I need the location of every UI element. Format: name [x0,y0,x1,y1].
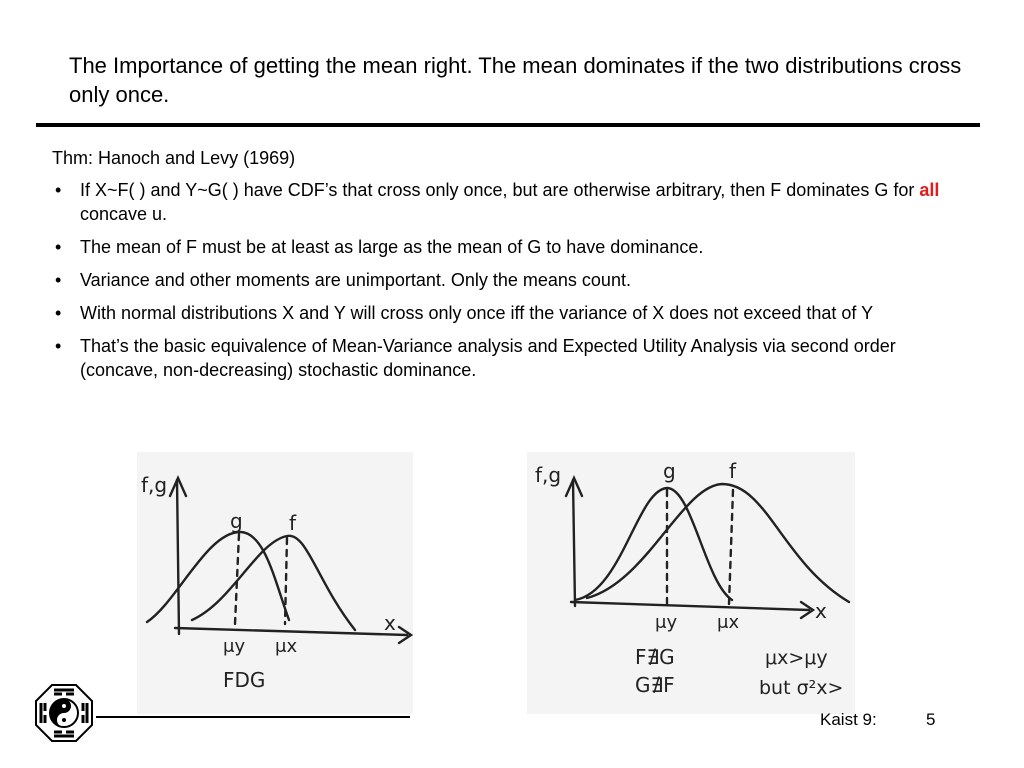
bullet-marker: • [55,180,62,200]
left-y-axis [177,480,179,634]
left-f-label: f [289,511,297,535]
left-x-axis [175,628,407,635]
right-g-label: g [663,459,676,483]
bullet-item [52,178,952,226]
bullet-list [52,178,952,391]
right-mean-x-label: μx [717,612,740,633]
right-y-label: f,g [535,463,562,487]
left-x-label: x [384,611,396,635]
bullet-text: With normal distributions X and Y will cross only once iff the variance of X does not exceed that of Y [80,303,874,323]
footer-label: Kaist 9: [820,710,877,729]
bullet-text: The mean of F must be at least as large as the mean of G to have dominance. [80,237,704,257]
bullet-item [52,334,952,382]
right-caption-2: G∄F [635,673,675,697]
right-note-1: μx>μy [765,647,828,669]
left-y-label: f,g [141,473,168,497]
right-note-2: but σ²x> [759,677,844,699]
right-sketch [527,452,855,714]
left-mean-x-label: μx [275,636,298,657]
right-sketch-svg [527,452,855,714]
bullet-item [52,301,952,325]
bullet-marker: • [55,303,62,323]
bullet-emphasis: all [919,180,940,200]
left-caption: FDG [223,668,266,692]
right-curve-g [575,488,732,600]
page-number: 5 [926,710,936,729]
bullet-item [52,235,952,259]
theorem-heading: Thm: Hanoch and Levy (1969) [52,148,296,168]
right-mean-x-line [729,490,733,604]
left-sketch [137,452,413,714]
bullet-marker: • [55,270,62,290]
left-g-label: g [230,509,243,533]
bullet-marker: • [55,237,62,257]
left-mean-y-label: μy [223,636,246,657]
right-x-label: x [815,599,827,623]
bullet-marker: • [55,336,62,356]
right-f-label: f [729,459,737,483]
right-mean-y-label: μy [655,612,678,633]
bullet-text: That’s the basic equivalence of Mean-Variance analysis and Expected Utility Analysis via second order (concave, non-decreasing) stochastic dominance. [80,336,896,380]
title-divider [36,123,980,127]
slide-title: The Importance of getting the mean right. The mean dominates if the two distributions cross only once. [69,53,962,107]
left-sketch-svg [137,452,413,714]
footer-divider [96,716,410,718]
bagua-logo-icon [34,683,94,743]
right-x-axis [571,602,809,610]
bullet-text: Variance and other moments are unimportant. Only the means count. [80,270,631,290]
left-curve-f [192,536,355,630]
right-y-axis [573,480,575,606]
bullet-text: If X~F( ) and Y~G( ) have CDF’s that cross only once, but are otherwise arbitrary, then F dominates G for [80,180,920,200]
bullet-item [52,268,952,292]
bullet-text-end: concave u. [80,204,168,224]
right-caption-1: F∄G [635,645,675,669]
